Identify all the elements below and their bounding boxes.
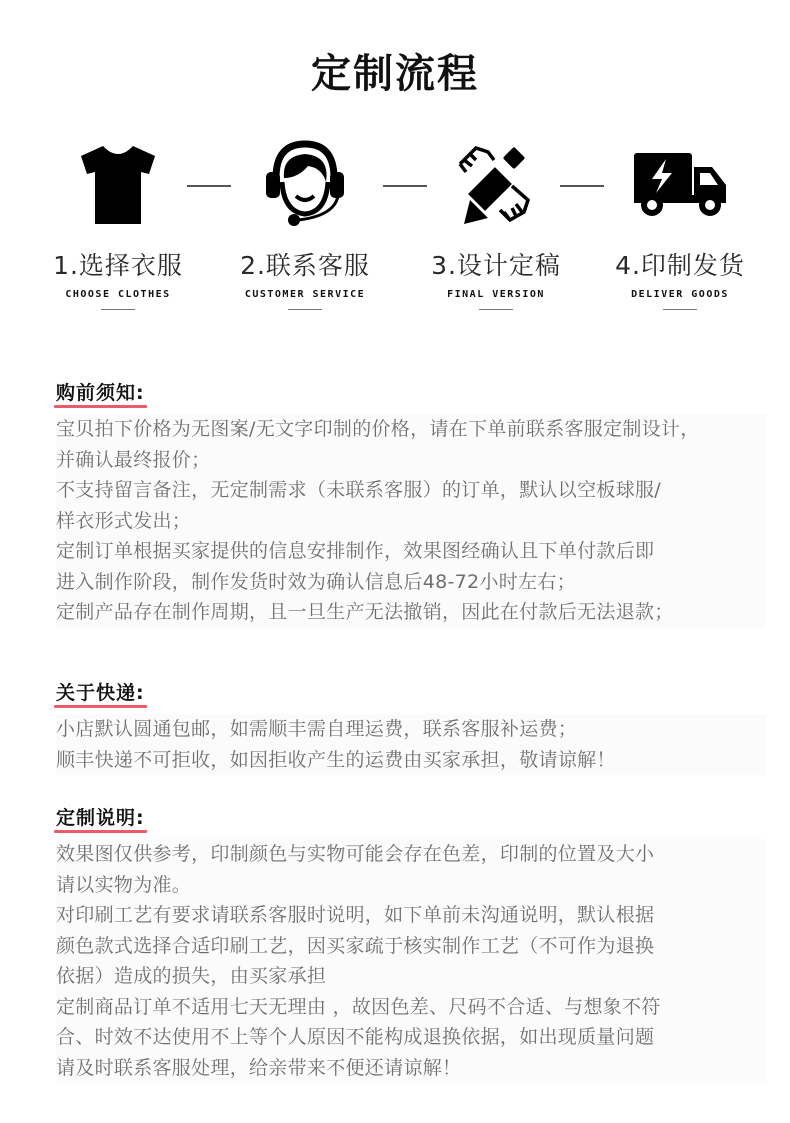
text-line: 效果图仅供参考，印制颜色与实物可能会存在色差，印制的位置及大小 bbox=[56, 843, 655, 865]
text-line: 不支持留言备注，无定制需求（未联系客服）的订单，默认以空板球服/ bbox=[56, 479, 662, 501]
step-dash bbox=[663, 309, 697, 310]
step-final-version bbox=[416, 138, 576, 310]
text-line: 定制产品存在制作周期，且一旦生产无法撤销，因此在付款后无法退款； bbox=[56, 601, 674, 623]
pencil-ruler-icon bbox=[416, 138, 576, 230]
step-choose-clothes bbox=[38, 138, 198, 310]
tshirt-icon bbox=[38, 138, 198, 230]
page-title: 定制流程 bbox=[311, 51, 479, 97]
process-steps bbox=[0, 138, 790, 338]
text-line: 依据）造成的损失，由买家承担 bbox=[56, 965, 327, 987]
text-line: 对印刷工艺有要求请联系客服时说明，如下单前未沟通说明，默认根据 bbox=[56, 904, 655, 926]
step-dash bbox=[288, 309, 322, 310]
section-body bbox=[56, 714, 766, 775]
text-line: 进入制作阶段，制作发货时效为确认信息后48-72小时左右； bbox=[56, 570, 576, 593]
section-customization-notes bbox=[56, 803, 766, 1083]
section-body bbox=[56, 839, 766, 1083]
step-label-en: DELIVER GOODS bbox=[631, 289, 729, 300]
text-line: 定制订单根据买家提供的信息安排制作，效果图经确认且下单付款后即 bbox=[56, 540, 655, 562]
text-line: 小店默认圆通包邮，如需顺丰需自理运费，联系客服补运费； bbox=[56, 718, 578, 740]
section-heading: 关于快递: bbox=[56, 678, 145, 706]
delivery-truck-icon bbox=[600, 138, 760, 230]
section-heading: 购前须知: bbox=[56, 378, 145, 406]
step-label-cn: 4.印制发货 bbox=[615, 251, 745, 280]
text-line: 定制商品订单不适用七天无理由 ，故因色差、尺码不合适、与想象不符 bbox=[56, 995, 661, 1018]
step-customer-service bbox=[225, 138, 385, 310]
headset-agent-icon bbox=[225, 138, 385, 230]
section-pre-purchase-notice bbox=[56, 378, 766, 628]
text-line: 样衣形式发出； bbox=[56, 509, 192, 532]
text-line: 并确认最终报价； bbox=[56, 448, 211, 471]
step-label-en: CUSTOMER SERVICE bbox=[244, 289, 366, 300]
step-label-en: FINAL VERSION bbox=[447, 289, 545, 300]
step-connector bbox=[560, 185, 604, 187]
text-line: 请以实物为准。 bbox=[56, 873, 192, 896]
step-label-cn: 2.联系客服 bbox=[240, 251, 370, 280]
section-body bbox=[56, 414, 766, 628]
step-label-cn: 1.选择衣服 bbox=[53, 251, 183, 280]
step-dash bbox=[101, 309, 135, 310]
text-line: 宝贝拍下价格为无图案/无文字印制的价格，请在下单前联系客服定制设计， bbox=[56, 418, 700, 440]
step-label-en: CHOOSE CLOTHES bbox=[65, 289, 171, 300]
step-deliver-goods bbox=[600, 138, 760, 310]
text-line: 请及时联系客服处理，给亲带来不便还请谅解！ bbox=[56, 1056, 462, 1079]
step-label-cn: 3.设计定稿 bbox=[431, 251, 561, 280]
text-line: 顺丰快递不可拒收，如因拒收产生的运费由买家承担，敬请谅解！ bbox=[56, 748, 616, 771]
section-shipping bbox=[56, 678, 766, 775]
text-line: 颜色款式选择合适印刷工艺，因买家疏于核实制作工艺（不可作为退换 bbox=[56, 934, 655, 957]
step-dash bbox=[479, 309, 513, 310]
section-heading: 定制说明: bbox=[56, 803, 145, 831]
text-line: 合、时效不达使用不上等个人原因不能构成退换依据，如出现质量问题 bbox=[56, 1026, 655, 1048]
